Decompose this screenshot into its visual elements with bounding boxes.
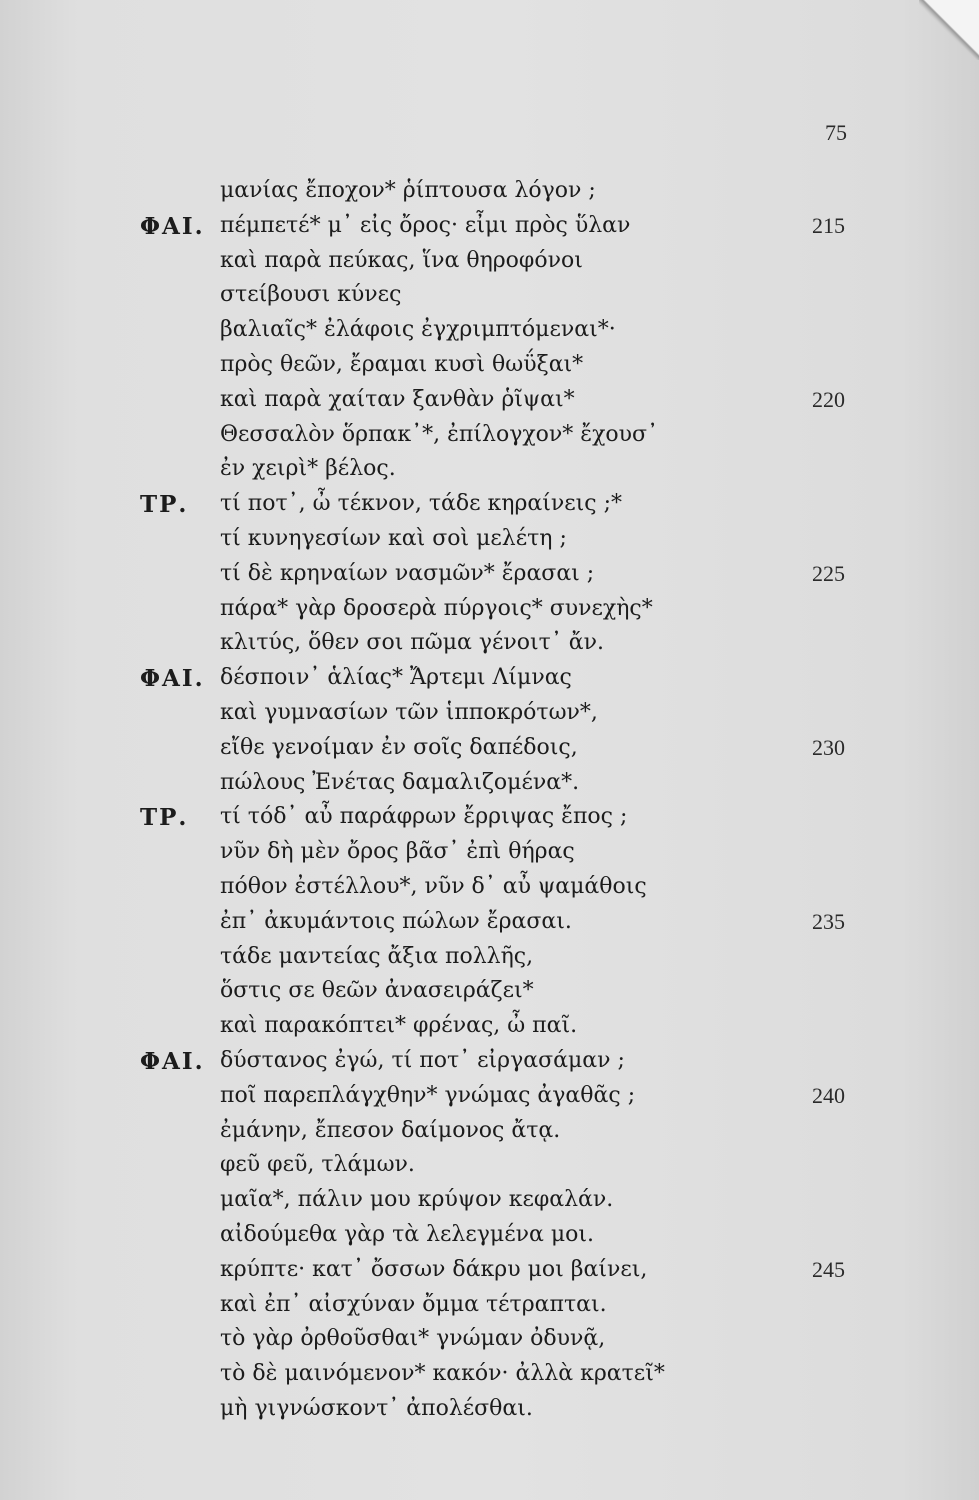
verse-text: πέμπετέ* μ᾽ εἰς ὄρος· εἶμι πρὸς ὕλαν (220, 212, 631, 238)
verse-line (0, 282, 979, 318)
speaker-label: ΦΑΙ. (140, 665, 205, 693)
verse-text: φεῦ φεῦ, τλάμων. (220, 1152, 415, 1178)
verse-line (0, 1257, 979, 1293)
verse-line (0, 178, 979, 214)
speaker-label: ΤΡ. (140, 804, 189, 832)
verse-text: αἰδούμεθα γὰρ τὰ λελεγμένα μοι. (220, 1222, 594, 1247)
verse-text: πρὸς θεῶν, ἔραμαι κυσὶ θωΰξαι* (220, 352, 584, 377)
verse-line (0, 735, 979, 771)
verse-line (0, 526, 979, 562)
verse-text: ἐν χειρὶ* βέλος. (220, 456, 396, 482)
verse-line (0, 491, 979, 527)
verse-line (0, 213, 979, 249)
verse-text: πόθον ἐστέλλου*, νῦν δ᾽ αὖ ψαμάθοις (220, 874, 647, 899)
speaker-label: ΦΑΙ. (140, 212, 205, 240)
verse-line (0, 909, 979, 945)
verse-text: μανίας ἔποχον* ῥίπτουσα λόγον ; (220, 178, 596, 203)
verse-line (0, 1292, 979, 1328)
verse-line (0, 1118, 979, 1154)
verse-line (0, 1396, 979, 1432)
line-number: 225 (812, 560, 845, 586)
verse-line (0, 1048, 979, 1084)
verse-text: καὶ γυμνασίων τῶν ἱπποκρότων*, (220, 700, 598, 725)
verse-line (0, 387, 979, 423)
verse-text: καὶ ἐπ᾽ αἰσχύναν ὄμμα τέτραπται. (220, 1291, 607, 1317)
verse-line (0, 978, 979, 1014)
verse-text: πώλους Ἐνέτας δαμαλιζομένα*. (220, 769, 580, 795)
verse-line (0, 248, 979, 284)
verse-line (0, 1222, 979, 1258)
verse-line (0, 804, 979, 840)
page-number: 75 (825, 120, 847, 145)
verse-line (0, 1326, 979, 1362)
verse-text: τί ποτ᾽, ὦ τέκνον, τάδε κηραίνεις ;* (220, 491, 623, 517)
verse-line (0, 874, 979, 910)
line-number: 245 (812, 1256, 845, 1282)
verse-text: πάρα* γὰρ δροσερὰ πύργοις* συνεχὴς* (220, 595, 653, 621)
verse-line (0, 839, 979, 875)
verse-text: δύστανος ἐγώ, τί ποτ᾽ εἰργασάμαν ; (220, 1048, 625, 1073)
verse-line (0, 456, 979, 492)
verse-text: ἐμάνην, ἔπεσον δαίμονος ἄτᾳ. (220, 1117, 561, 1143)
verse-line (0, 1083, 979, 1119)
verse-text: ἐπ᾽ ἀκυμάντοις πώλων ἔρασαι. (220, 908, 572, 934)
line-number: 240 (812, 1082, 845, 1108)
verse-line (0, 352, 979, 388)
verse-text: ὅστις σε θεῶν ἀνασειράζει* (220, 978, 534, 1004)
verse-line (0, 1187, 979, 1223)
verse-text: καὶ παρὰ πεύκας, ἵνα θηροφόνοι (220, 247, 583, 273)
verse-text: εἴθε γενοίμαν ἐν σοῖς δαπέδοις, (220, 734, 578, 760)
verse-line (0, 1152, 979, 1188)
verse-text: κλιτύς, ὅθεν σοι πῶμα γένοιτ᾽ ἄν. (220, 630, 605, 656)
verse-text: δέσποιν᾽ ἁλίας* Ἄρτεμι Λίμνας (220, 665, 572, 691)
verse-line (0, 770, 979, 806)
verse-text: μαῖα*, πάλιν μου κρύψον κεφαλάν. (220, 1187, 614, 1213)
folded-corner (919, 0, 979, 60)
line-number: 215 (812, 212, 845, 238)
verse-line (0, 1013, 979, 1049)
verse-text: βαλιαῖς* ἐλάφοις ἐγχριμπτόμεναι*· (220, 317, 616, 343)
line-number: 235 (812, 908, 845, 934)
verse-text: νῦν δὴ μὲν ὄρος βᾶσ᾽ ἐπὶ θήρας (220, 839, 575, 865)
verse-text: τὸ δὲ μαινόμενον* κακόν· ἀλλὰ κρατεῖ* (220, 1361, 665, 1387)
verse-line (0, 700, 979, 736)
line-number: 230 (812, 734, 845, 760)
verse-text: τάδε μαντείας ἄξια πολλῆς, (220, 943, 534, 969)
verse-line (0, 561, 979, 597)
verse-line (0, 944, 979, 980)
verse-text: τί τόδ᾽ αὖ παράφρων ἔρριψας ἔπος ; (220, 804, 628, 830)
verse-text: τί κυνηγεσίων καὶ σοὶ μελέτη ; (220, 526, 567, 551)
verse-text: Θεσσαλὸν ὅρπακ᾽*, ἐπίλογχον* ἔχουσ᾽ (220, 421, 659, 447)
verse-line (0, 665, 979, 701)
verse-text: κρύπτε· κατ᾽ ὄσσων δάκρυ μοι βαίνει, (220, 1256, 648, 1282)
verse-text: μὴ γιγνώσκοντ᾽ ἀπολέσθαι. (220, 1396, 533, 1421)
speaker-label: ΤΡ. (140, 491, 189, 519)
verse-text: στείβουσι κύνες (220, 282, 402, 308)
verse-line (0, 596, 979, 632)
verse-line (0, 630, 979, 666)
verse-line (0, 317, 979, 353)
verse-text: καὶ παρὰ χαίταν ξανθὰν ῥῖψαι* (220, 386, 575, 412)
speaker-label: ΦΑΙ. (140, 1048, 205, 1075)
verse-text: τί δὲ κρηναίων νασμῶν* ἔρασαι ; (220, 560, 595, 586)
line-number: 220 (812, 386, 845, 412)
verse-text: καὶ παρακόπτει* φρένας, ὦ παῖ. (220, 1013, 578, 1039)
verse-line (0, 1361, 979, 1397)
verse-line (0, 422, 979, 458)
verse-text: ποῖ παρεπλάγχθην* γνώμας ἀγαθᾶς ; (220, 1082, 636, 1108)
verse-text: τὸ γὰρ ὀρθοῦσθαι* γνώμαν ὀδυνᾷ, (220, 1326, 606, 1352)
